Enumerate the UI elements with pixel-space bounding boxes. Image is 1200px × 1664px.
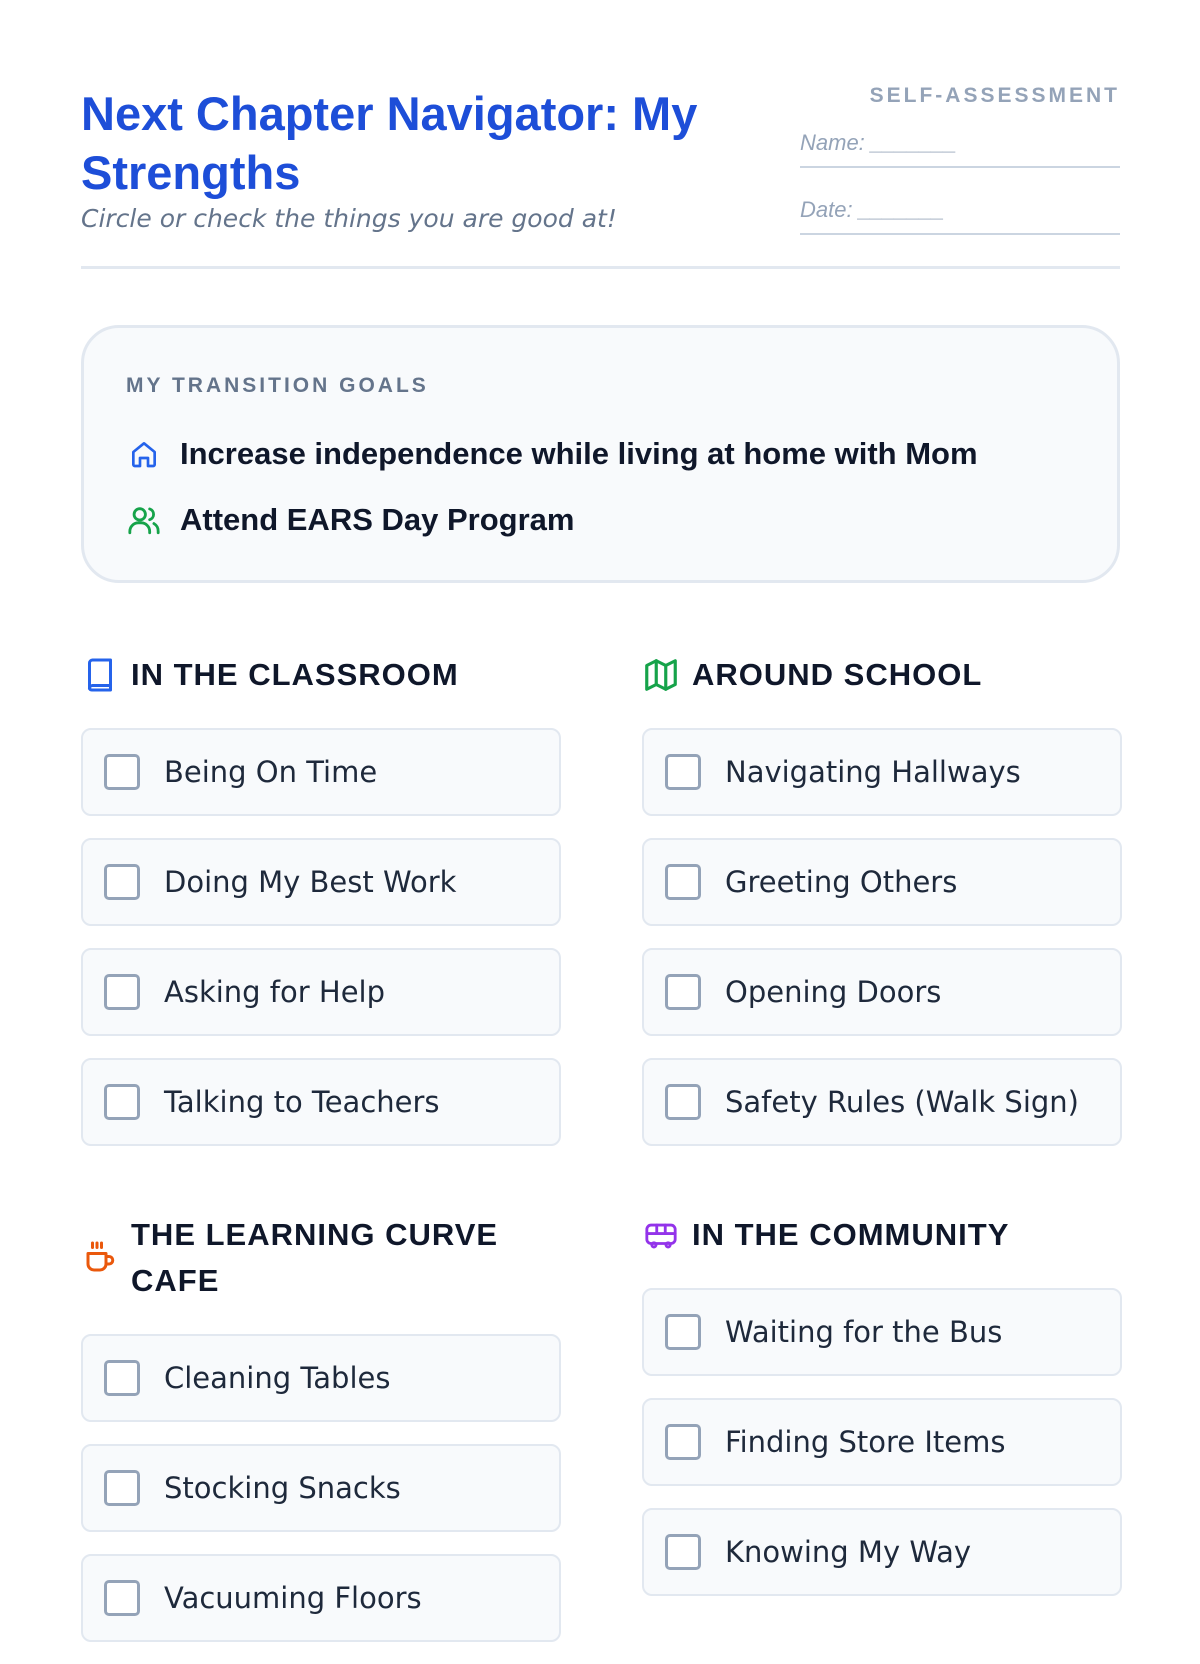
section-title: IN THE COMMUNITY xyxy=(692,1217,1010,1252)
checkbox[interactable] xyxy=(665,864,701,900)
checkbox[interactable] xyxy=(104,1084,140,1120)
name-field[interactable]: Name: _______ xyxy=(800,130,1120,168)
bus-icon xyxy=(642,1216,680,1254)
worksheet-header xyxy=(81,84,1120,270)
item-label: Knowing My Way xyxy=(725,1535,972,1569)
checklist-item[interactable] xyxy=(81,1444,561,1532)
checklist-item[interactable] xyxy=(81,838,561,926)
item-label: Cleaning Tables xyxy=(164,1361,391,1395)
item-label: Being On Time xyxy=(164,755,378,789)
item-label: Navigating Hallways xyxy=(725,755,1021,789)
checklist-item[interactable] xyxy=(642,1288,1122,1376)
item-label: Greeting Others xyxy=(725,865,958,899)
checkbox[interactable] xyxy=(104,864,140,900)
checkbox[interactable] xyxy=(665,1424,701,1460)
checklist-item[interactable] xyxy=(81,1058,561,1146)
checkbox[interactable] xyxy=(104,1580,140,1616)
users-icon xyxy=(126,502,162,538)
section-title: IN THE CLASSROOM xyxy=(131,657,459,692)
checklist-item[interactable] xyxy=(81,948,561,1036)
checklist-item[interactable] xyxy=(642,1058,1122,1146)
section-around-school xyxy=(642,652,1122,1168)
book-icon xyxy=(81,656,119,694)
checklist-item[interactable] xyxy=(81,1554,561,1642)
checklist-item[interactable] xyxy=(81,1334,561,1422)
checkbox[interactable] xyxy=(665,1084,701,1120)
goal-text: Attend EARS Day Program xyxy=(180,502,575,537)
checkbox[interactable] xyxy=(665,1314,701,1350)
checklist-item[interactable] xyxy=(642,838,1122,926)
section-header xyxy=(81,1212,561,1304)
item-label: Vacuuming Floors xyxy=(164,1581,422,1615)
section-community xyxy=(642,1212,1122,1618)
page-title: Next Chapter Navigator: My Strengths xyxy=(81,87,698,199)
item-label: Finding Store Items xyxy=(725,1425,1006,1459)
checklist-item[interactable] xyxy=(642,728,1122,816)
goal-item xyxy=(126,434,978,474)
checklist-item[interactable] xyxy=(81,728,561,816)
checkbox[interactable] xyxy=(665,974,701,1010)
item-label: Asking for Help xyxy=(164,975,386,1009)
item-label: Talking to Teachers xyxy=(164,1085,440,1119)
goals-title: MY TRANSITION GOALS xyxy=(126,374,429,397)
date-field[interactable]: Date: _______ xyxy=(800,197,1120,235)
section-header xyxy=(642,1212,1122,1258)
section-header xyxy=(642,652,1122,698)
checkbox[interactable] xyxy=(665,754,701,790)
section-header xyxy=(81,652,561,698)
self-assessment-label: SELF-ASSESSMENT xyxy=(869,84,1120,107)
checkbox[interactable] xyxy=(104,1470,140,1506)
checklist-item[interactable] xyxy=(642,1398,1122,1486)
checkbox[interactable] xyxy=(104,974,140,1010)
section-classroom xyxy=(81,652,561,1168)
coffee-icon xyxy=(81,1239,119,1277)
home-icon xyxy=(126,436,162,472)
checklist-item[interactable] xyxy=(642,948,1122,1036)
transition-goals-card xyxy=(81,325,1120,583)
item-label: Waiting for the Bus xyxy=(725,1315,1003,1349)
checkbox[interactable] xyxy=(104,754,140,790)
item-label: Stocking Snacks xyxy=(164,1471,401,1505)
item-label: Doing My Best Work xyxy=(164,865,457,899)
section-cafe xyxy=(81,1212,561,1664)
checkbox[interactable] xyxy=(665,1534,701,1570)
goal-item xyxy=(126,500,574,540)
goal-text: Increase independence while living at home with Mom xyxy=(180,436,978,471)
section-title: THE LEARNING CURVE CAFE xyxy=(131,1217,499,1298)
checkbox[interactable] xyxy=(104,1360,140,1396)
header-divider xyxy=(81,266,1120,269)
section-title: AROUND SCHOOL xyxy=(692,657,983,692)
checklist-item[interactable] xyxy=(642,1508,1122,1596)
page-subtitle: Circle or check the things you are good at! xyxy=(81,204,617,233)
item-label: Safety Rules (Walk Sign) xyxy=(725,1085,1079,1119)
item-label: Opening Doors xyxy=(725,975,942,1009)
map-icon xyxy=(642,656,680,694)
